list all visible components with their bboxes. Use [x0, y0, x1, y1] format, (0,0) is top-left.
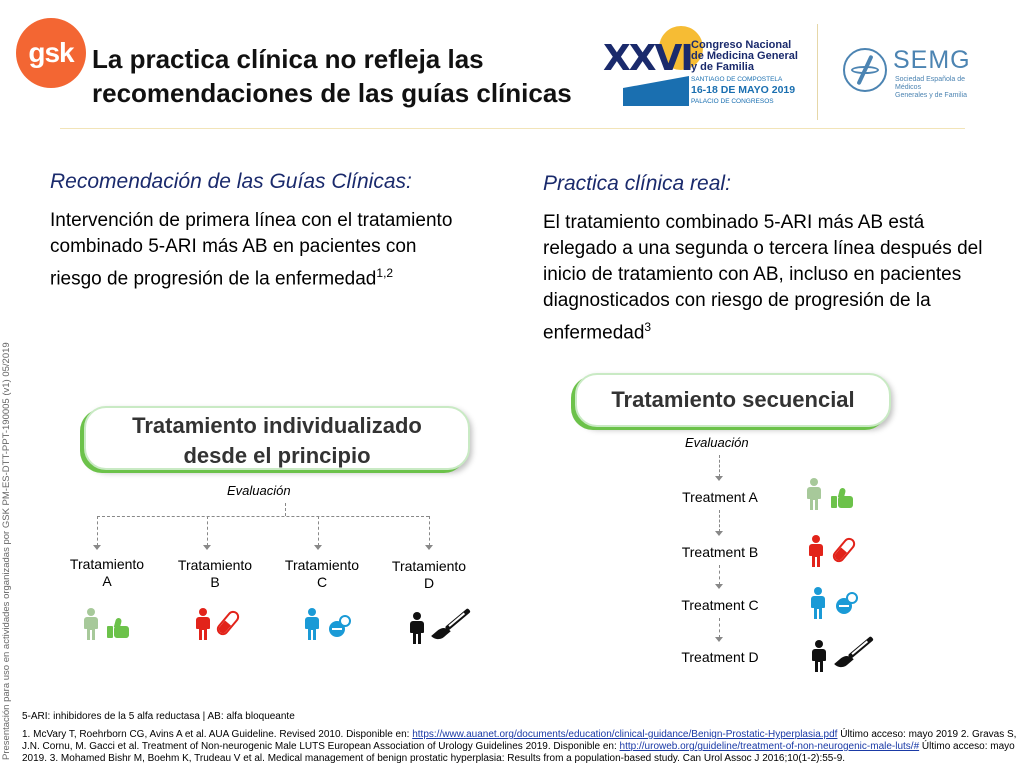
right-evaluation-label: Evaluación: [685, 435, 749, 450]
left-arrow-b: [203, 545, 211, 550]
right-flow-line-2: [719, 510, 720, 532]
left-arrow-a: [93, 545, 101, 550]
right-arrow-4: [715, 637, 723, 642]
congress-number: XXVI: [603, 38, 692, 79]
right-treatment-b: Treatment B: [681, 544, 759, 560]
congress-venue: PALACIO DE CONGRESOS: [691, 98, 774, 105]
left-heading: Recomendación de las Guías Clínicas:: [50, 170, 412, 193]
person-icon-d: [410, 612, 424, 644]
scalpel-icon: [431, 606, 473, 643]
scalpel-icon-seq: [834, 634, 876, 671]
ref-1-link[interactable]: https://www.auanet.org/documents/education/clinical-guidance/Benign-Prostatic-Hyperplasia.pdf: [412, 729, 838, 740]
semg-logo: [843, 46, 973, 102]
person-icon-seq-b: [809, 535, 823, 567]
right-treatment-d: Treatment D: [681, 649, 759, 665]
tablet-icon: [329, 615, 351, 637]
left-treatment-c: [277, 557, 367, 591]
left-treatment-c-line-1: Tratamiento: [284, 557, 360, 573]
person-icon-c: [305, 608, 319, 640]
semg-name: SEMG: [893, 46, 971, 74]
congress-title-1: Congreso Nacional: [691, 39, 792, 51]
right-flow-line-3: [719, 565, 720, 585]
ref-2-text: 2. Gravas S, J.N. Cornu, M. Gacci et al. Treatment of Non-neurogenic Male LUTS European Association of Urology Guidelines 2019. Disponible en:: [22, 729, 1017, 752]
individualized-pill-line-1: Tratamiento individualizado: [132, 413, 422, 438]
semg-emblem-icon: [843, 48, 887, 92]
tablet-icon-seq: [836, 592, 858, 614]
ref-2-access: Último acceso: mayo 2019.: [22, 741, 1015, 764]
individualized-pill: [84, 406, 470, 470]
left-treatment-b-line-1: Tratamiento: [177, 557, 253, 573]
left-treatment-d-line-1: Tratamiento: [391, 558, 467, 574]
left-tree-bar: [97, 516, 429, 517]
sequential-pill: Tratamiento secuencial: [575, 373, 891, 427]
congress-wave-icon: [623, 76, 689, 106]
person-icon-seq-d: [812, 640, 826, 672]
congress-place: SANTIAGO DE COMPOSTELA: [691, 76, 783, 83]
left-treatment-a-line-2: A: [102, 573, 112, 589]
right-flow-line-1: [719, 455, 720, 477]
left-treatment-d: [384, 558, 474, 592]
right-treatment-c: Treatment C: [681, 597, 759, 613]
person-icon-b: [196, 608, 210, 640]
gsk-logo: gsk: [16, 18, 86, 88]
right-body-text: El tratamiento combinado 5-ARI más AB está relegado a una segunda o tercera línea después del inicio de tratamiento con AB, incluso en pacientes diagnosticados con riesgo de progresión de la enfermedad: [543, 212, 983, 344]
left-branch-b: [207, 516, 208, 546]
side-disclaimer: Presentación para uso en actividades organizadas por GSK PM-ES-DTT-PPT-190005 (v1) 05/2019: [1, 342, 12, 760]
logo-divider: [817, 24, 818, 120]
left-treatment-a: [62, 556, 152, 590]
left-branch-a: [97, 516, 98, 546]
left-body: [50, 208, 470, 292]
congress-logo: [603, 24, 803, 110]
left-treatment-b: [170, 557, 260, 591]
right-flow-line-4: [719, 618, 720, 638]
left-branch-d: [429, 516, 430, 546]
right-body: [543, 210, 983, 346]
left-treatment-b-line-2: B: [210, 574, 220, 590]
left-arrow-c: [314, 545, 322, 550]
ref-2-link[interactable]: http://uroweb.org/guideline/treatment-of-non-neurogenic-male-luts/#: [619, 741, 920, 752]
references: [22, 729, 1017, 765]
right-arrow-1: [715, 476, 723, 481]
left-treatment-a-line-1: Tratamiento: [69, 556, 145, 572]
individualized-pill-line-2: desde el principio: [183, 443, 371, 468]
semg-subtitle-1: Sociedad Española de Médicos: [895, 76, 966, 91]
right-arrow-3: [715, 584, 723, 589]
right-treatment-a: Treatment A: [682, 489, 758, 505]
person-icon-seq-c: [811, 587, 825, 619]
right-arrow-2: [715, 531, 723, 536]
left-treatment-d-line-2: D: [423, 575, 435, 591]
semg-subtitle: [895, 76, 973, 100]
left-branch-c: [318, 516, 319, 546]
congress-title-2: de Medicina General: [691, 50, 798, 62]
person-icon-a: [84, 608, 98, 640]
left-evaluation-label: Evaluación: [227, 483, 291, 498]
person-icon-seq-a: [807, 478, 821, 510]
thumbs-up-icon: [107, 618, 129, 638]
capsule-icon: [214, 608, 241, 637]
ref-1-text: 1. McVary T, Roehrborn CG, Avins A et al. AUA Guideline. Revised 2010. Disponible en:: [22, 729, 413, 740]
ref-1-access: Último acceso: mayo 2019: [837, 729, 959, 740]
abbreviations: 5-ARI: inhibidores de la 5 alfa reductasa | AB: alfa bloqueante: [22, 711, 295, 722]
slide-title: [92, 42, 622, 110]
semg-subtitle-2: Generales y de Familia: [895, 92, 967, 99]
left-body-text: Intervención de primera línea con el tratamiento combinado 5-ARI más AB en pacientes con riesgo de progresión de la enfermedad: [50, 210, 453, 290]
capsule-icon-seq: [830, 535, 857, 564]
thumbs-up-icon-seq: [831, 488, 853, 508]
title-line-1: La practica clínica no refleja las: [92, 44, 484, 74]
left-treatment-c-line-2: C: [316, 574, 328, 590]
congress-title-3: y de Familia: [691, 61, 754, 73]
header-divider: [60, 128, 965, 129]
right-heading: Practica clínica real:: [543, 172, 731, 195]
right-body-sup: 3: [644, 320, 652, 334]
left-arrow-d: [425, 545, 433, 550]
left-tree-stem: [285, 503, 286, 516]
congress-dates: 16-18 DE MAYO 2019: [691, 84, 796, 96]
left-body-sup: 1,2: [376, 266, 394, 280]
congress-title: [691, 40, 798, 73]
title-line-2: recomendaciones de las guías clínicas: [92, 78, 572, 108]
ref-3-text: 3. Mohamed Bishr M, Boehm K, Trudeau V et al. Medical management of benign prostatic hyperplasia: Results from a population-based study. Can Urol Assoc J 2016;10(1-2):55-9.: [47, 753, 846, 764]
